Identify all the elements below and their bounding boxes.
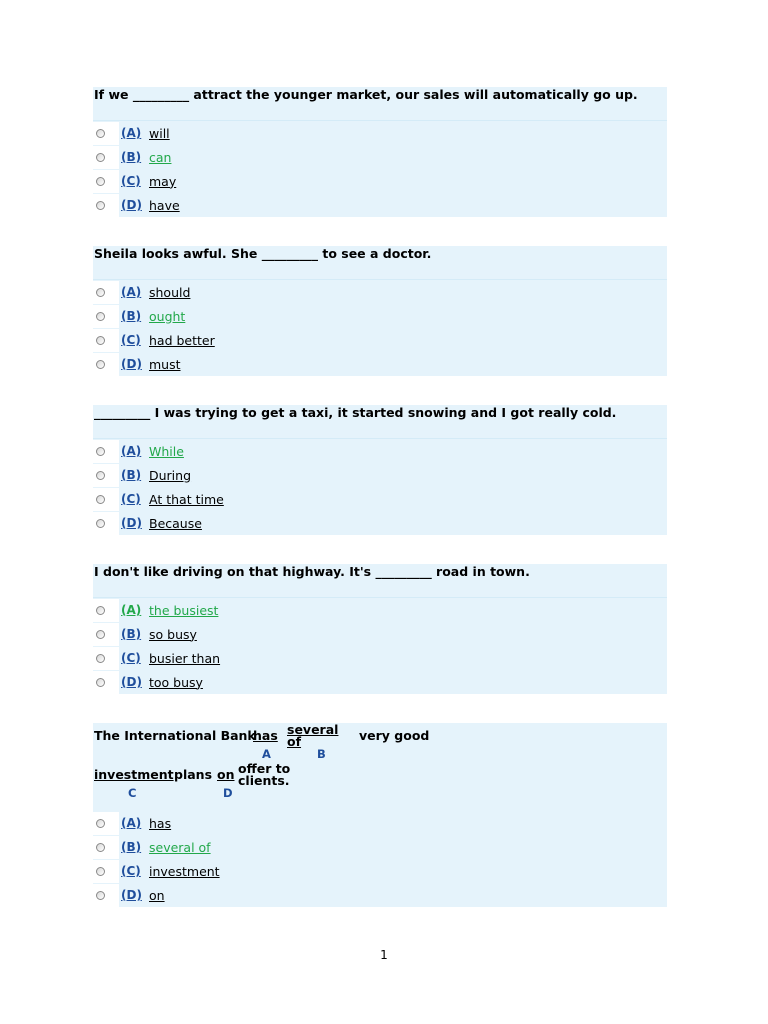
option-b[interactable]	[93, 463, 667, 487]
stem-mark-c: C	[128, 786, 137, 800]
option-letter: (B)	[121, 309, 142, 323]
question-text: Sheila looks awful. She _________ to see a doctor.	[93, 246, 667, 280]
option-letter: (B)	[121, 840, 142, 854]
option-letter: (D)	[121, 198, 142, 212]
option-text[interactable]: will	[149, 125, 170, 141]
option-text[interactable]: the busiest	[149, 602, 219, 618]
option-d[interactable]	[93, 511, 667, 535]
stem-part-1: The International Bank	[94, 728, 256, 743]
option-text[interactable]: can	[149, 149, 172, 165]
option-letter: (C)	[121, 333, 141, 347]
option-text[interactable]: Because	[149, 515, 202, 531]
option-letter: (C)	[121, 174, 141, 188]
option-c[interactable]	[93, 859, 667, 883]
option-a[interactable]	[93, 598, 667, 622]
option-c[interactable]	[93, 169, 667, 193]
option-letter: (A)	[121, 126, 142, 140]
option-text[interactable]: should	[149, 284, 191, 300]
stem-word-a: has	[253, 728, 278, 743]
radio-button[interactable]	[96, 201, 105, 210]
stem-mark-a: A	[262, 747, 271, 761]
stem-word-b-1: several	[287, 722, 339, 737]
option-letter: (A)	[121, 444, 142, 458]
radio-button[interactable]	[96, 678, 105, 687]
question-1	[93, 87, 667, 217]
radio-button[interactable]	[96, 819, 105, 828]
option-b[interactable]	[93, 622, 667, 646]
option-c[interactable]	[93, 487, 667, 511]
stem-word-b-2: of	[287, 734, 302, 749]
option-d[interactable]	[93, 193, 667, 217]
option-text[interactable]: had better	[149, 332, 215, 348]
option-letter: (D)	[121, 516, 142, 530]
stem-mark-b: B	[317, 747, 326, 761]
radio-button[interactable]	[96, 447, 105, 456]
option-letter: (A)	[121, 816, 142, 830]
question-stem	[93, 723, 667, 811]
question-text: I don't like driving on that highway. It's _________ road in town.	[93, 564, 667, 598]
option-d[interactable]	[93, 670, 667, 694]
option-text[interactable]: During	[149, 467, 192, 483]
option-letter: (D)	[121, 675, 142, 689]
radio-button[interactable]	[96, 336, 105, 345]
option-letter: (B)	[121, 468, 142, 482]
option-letter: (A)	[121, 603, 142, 617]
option-text[interactable]: has	[149, 815, 172, 831]
page-number: 1	[380, 948, 388, 962]
option-letter: (B)	[121, 150, 142, 164]
option-text[interactable]: While	[149, 443, 184, 459]
option-d[interactable]	[93, 883, 667, 907]
radio-button[interactable]	[96, 630, 105, 639]
radio-button[interactable]	[96, 519, 105, 528]
option-text[interactable]: so busy	[149, 626, 197, 642]
option-letter: (C)	[121, 651, 141, 665]
option-text[interactable]: several of	[149, 839, 211, 855]
question-3	[93, 405, 667, 535]
option-text[interactable]: investment	[149, 863, 220, 879]
option-b[interactable]	[93, 145, 667, 169]
radio-button[interactable]	[96, 129, 105, 138]
radio-button[interactable]	[96, 891, 105, 900]
radio-button[interactable]	[96, 843, 105, 852]
radio-button[interactable]	[96, 867, 105, 876]
question-text: If we _________ attract the younger market, our sales will automatically go up.	[93, 87, 667, 121]
radio-button[interactable]	[96, 471, 105, 480]
radio-button[interactable]	[96, 360, 105, 369]
radio-button[interactable]	[96, 312, 105, 321]
option-letter: (D)	[121, 888, 142, 902]
option-text[interactable]: ought	[149, 308, 186, 324]
question-4	[93, 564, 667, 694]
option-text[interactable]: on	[149, 887, 165, 903]
question-2	[93, 246, 667, 376]
stem-part-4-line-1: offer to	[238, 761, 291, 776]
option-a[interactable]	[93, 811, 667, 835]
radio-button[interactable]	[96, 495, 105, 504]
radio-button[interactable]	[96, 606, 105, 615]
question-text: _________ I was trying to get a taxi, it started snowing and I got really cold.	[93, 405, 667, 439]
option-text[interactable]: may	[149, 173, 177, 189]
option-text[interactable]: too busy	[149, 674, 203, 690]
radio-button[interactable]	[96, 153, 105, 162]
option-b[interactable]	[93, 304, 667, 328]
option-text[interactable]: At that time	[149, 491, 224, 507]
stem-word-c: investment	[94, 767, 174, 782]
option-d[interactable]	[93, 352, 667, 376]
option-letter: (B)	[121, 627, 142, 641]
question-5	[93, 723, 667, 907]
radio-button[interactable]	[96, 654, 105, 663]
option-a[interactable]	[93, 280, 667, 304]
option-letter: (A)	[121, 285, 142, 299]
option-b[interactable]	[93, 835, 667, 859]
stem-part-2: very good	[359, 728, 430, 743]
option-letter: (D)	[121, 357, 142, 371]
option-a[interactable]	[93, 121, 667, 145]
option-c[interactable]	[93, 328, 667, 352]
radio-button[interactable]	[96, 288, 105, 297]
option-text[interactable]: busier than	[149, 650, 221, 666]
stem-word-d: on	[217, 767, 235, 782]
option-letter: (C)	[121, 864, 141, 878]
stem-mark-d: D	[223, 786, 233, 800]
option-text[interactable]: have	[149, 197, 180, 213]
option-c[interactable]	[93, 646, 667, 670]
option-text[interactable]: must	[149, 356, 181, 372]
option-letter: (C)	[121, 492, 141, 506]
radio-button[interactable]	[96, 177, 105, 186]
option-a[interactable]	[93, 439, 667, 463]
stem-part-4-line-2: clients.	[238, 773, 290, 788]
stem-part-3: plans	[174, 767, 213, 782]
